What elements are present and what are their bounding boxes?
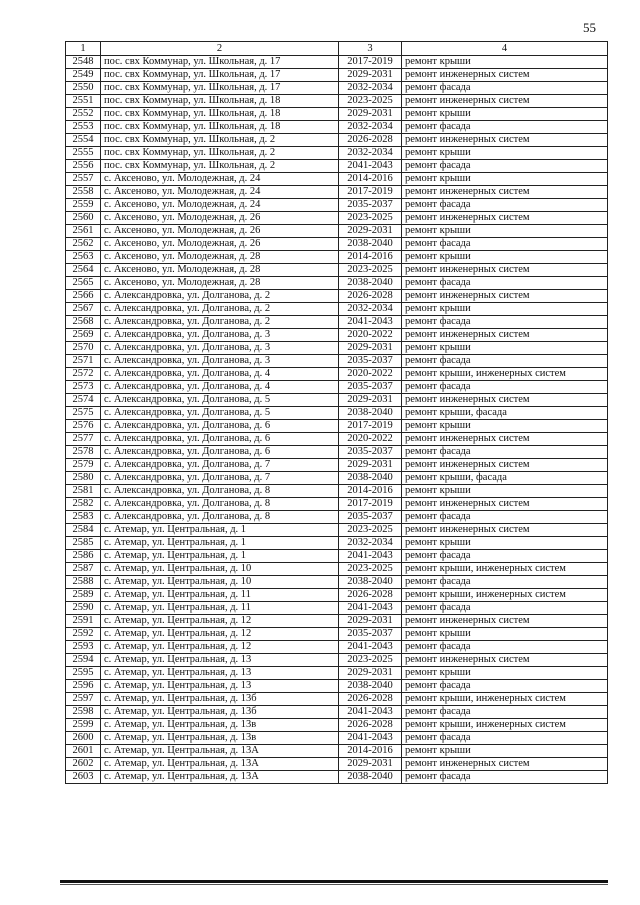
address-cell: пос. свх Коммунар, ул. Школьная, д. 17 xyxy=(101,56,339,69)
address-cell: с. Аксеново, ул. Молодежная, д. 26 xyxy=(101,238,339,251)
period-cell: 2020-2022 xyxy=(339,368,402,381)
table-row xyxy=(66,264,608,277)
address-cell: с. Аксеново, ул. Молодежная, д. 28 xyxy=(101,251,339,264)
table-row xyxy=(66,719,608,732)
work-type-cell: ремонт фасада xyxy=(402,238,608,251)
table-row xyxy=(66,615,608,628)
row-number-cell: 2554 xyxy=(66,134,101,147)
work-type-cell: ремонт крыши xyxy=(402,342,608,355)
row-number-cell: 2577 xyxy=(66,433,101,446)
period-cell: 2038-2040 xyxy=(339,238,402,251)
row-number-cell: 2560 xyxy=(66,212,101,225)
row-number-cell: 2551 xyxy=(66,95,101,108)
period-cell: 2029-2031 xyxy=(339,225,402,238)
address-cell: пос. свх Коммунар, ул. Школьная, д. 18 xyxy=(101,108,339,121)
row-number-cell: 2561 xyxy=(66,225,101,238)
row-number-cell: 2588 xyxy=(66,576,101,589)
row-number-cell: 2586 xyxy=(66,550,101,563)
work-type-cell: ремонт крыши xyxy=(402,745,608,758)
period-cell: 2026-2028 xyxy=(339,134,402,147)
period-cell: 2032-2034 xyxy=(339,82,402,95)
row-number-cell: 2601 xyxy=(66,745,101,758)
table-row xyxy=(66,251,608,264)
row-number-cell: 2585 xyxy=(66,537,101,550)
row-number-cell: 2571 xyxy=(66,355,101,368)
row-number-cell: 2581 xyxy=(66,485,101,498)
address-cell: с. Аксеново, ул. Молодежная, д. 28 xyxy=(101,264,339,277)
table-row xyxy=(66,485,608,498)
period-cell: 2035-2037 xyxy=(339,511,402,524)
address-cell: пос. свх Коммунар, ул. Школьная, д. 18 xyxy=(101,95,339,108)
period-cell: 2038-2040 xyxy=(339,576,402,589)
period-cell: 2023-2025 xyxy=(339,264,402,277)
table-row xyxy=(66,238,608,251)
table-row xyxy=(66,589,608,602)
work-type-cell: ремонт инженерных систем xyxy=(402,69,608,82)
row-number-cell: 2595 xyxy=(66,667,101,680)
period-cell: 2026-2028 xyxy=(339,719,402,732)
period-cell: 2029-2031 xyxy=(339,459,402,472)
page-number: 55 xyxy=(583,20,596,35)
row-number-cell: 2603 xyxy=(66,771,101,784)
address-cell: с. Аксеново, ул. Молодежная, д. 26 xyxy=(101,225,339,238)
address-cell: с. Александровка, ул. Долганова, д. 3 xyxy=(101,355,339,368)
period-cell: 2029-2031 xyxy=(339,615,402,628)
table-row xyxy=(66,160,608,173)
work-type-cell: ремонт фасада xyxy=(402,576,608,589)
table-row xyxy=(66,433,608,446)
table-row xyxy=(66,498,608,511)
address-cell: с. Аксеново, ул. Молодежная, д. 28 xyxy=(101,277,339,290)
period-cell: 2014-2016 xyxy=(339,745,402,758)
address-cell: с. Атемар, ул. Центральная, д. 13А xyxy=(101,745,339,758)
work-type-cell: ремонт инженерных систем xyxy=(402,654,608,667)
work-type-cell: ремонт крыши xyxy=(402,303,608,316)
period-cell: 2038-2040 xyxy=(339,407,402,420)
column-header-address: 2 xyxy=(101,42,339,56)
work-type-cell: ремонт инженерных систем xyxy=(402,186,608,199)
period-cell: 2023-2025 xyxy=(339,524,402,537)
period-cell: 2041-2043 xyxy=(339,706,402,719)
address-cell: с. Александровка, ул. Долганова, д. 7 xyxy=(101,472,339,485)
work-type-cell: ремонт фасада xyxy=(402,680,608,693)
address-cell: пос. свх Коммунар, ул. Школьная, д. 18 xyxy=(101,121,339,134)
row-number-cell: 2573 xyxy=(66,381,101,394)
period-cell: 2014-2016 xyxy=(339,485,402,498)
period-cell: 2038-2040 xyxy=(339,680,402,693)
work-type-cell: ремонт крыши, инженерных систем xyxy=(402,693,608,706)
table-row xyxy=(66,95,608,108)
table-row xyxy=(66,290,608,303)
row-number-cell: 2579 xyxy=(66,459,101,472)
period-cell: 2020-2022 xyxy=(339,329,402,342)
period-cell: 2038-2040 xyxy=(339,472,402,485)
address-cell: с. Аксеново, ул. Молодежная, д. 24 xyxy=(101,186,339,199)
column-header-number: 1 xyxy=(66,42,101,56)
table-row xyxy=(66,758,608,771)
address-cell: с. Атемар, ул. Центральная, д. 1 xyxy=(101,537,339,550)
row-number-cell: 2583 xyxy=(66,511,101,524)
row-number-cell: 2582 xyxy=(66,498,101,511)
row-number-cell: 2600 xyxy=(66,732,101,745)
work-type-cell: ремонт фасада xyxy=(402,316,608,329)
row-number-cell: 2552 xyxy=(66,108,101,121)
work-type-cell: ремонт фасада xyxy=(402,511,608,524)
period-cell: 2029-2031 xyxy=(339,667,402,680)
address-cell: с. Атемар, ул. Центральная, д. 10 xyxy=(101,576,339,589)
address-cell: с. Атемар, ул. Центральная, д. 11 xyxy=(101,589,339,602)
period-cell: 2032-2034 xyxy=(339,303,402,316)
address-cell: с. Атемар, ул. Центральная, д. 10 xyxy=(101,563,339,576)
table-row xyxy=(66,186,608,199)
table-row xyxy=(66,420,608,433)
address-cell: с. Атемар, ул. Центральная, д. 12 xyxy=(101,641,339,654)
row-number-cell: 2576 xyxy=(66,420,101,433)
row-number-cell: 2548 xyxy=(66,56,101,69)
work-type-cell: ремонт крыши, инженерных систем xyxy=(402,563,608,576)
row-number-cell: 2553 xyxy=(66,121,101,134)
period-cell: 2023-2025 xyxy=(339,563,402,576)
table-row xyxy=(66,69,608,82)
work-type-cell: ремонт фасада xyxy=(402,641,608,654)
work-type-cell: ремонт фасада xyxy=(402,602,608,615)
address-cell: с. Александровка, ул. Долганова, д. 2 xyxy=(101,316,339,329)
period-cell: 2020-2022 xyxy=(339,433,402,446)
work-type-cell: ремонт крыши, инженерных систем xyxy=(402,719,608,732)
row-number-cell: 2559 xyxy=(66,199,101,212)
period-cell: 2032-2034 xyxy=(339,147,402,160)
row-number-cell: 2593 xyxy=(66,641,101,654)
footer-rule xyxy=(60,880,608,883)
address-cell: с. Александровка, ул. Долганова, д. 2 xyxy=(101,290,339,303)
period-cell: 2029-2031 xyxy=(339,394,402,407)
table-row xyxy=(66,56,608,69)
table-row xyxy=(66,199,608,212)
work-type-cell: ремонт крыши xyxy=(402,147,608,160)
work-type-cell: ремонт крыши, фасада xyxy=(402,407,608,420)
row-number-cell: 2584 xyxy=(66,524,101,537)
table-row xyxy=(66,537,608,550)
period-cell: 2029-2031 xyxy=(339,108,402,121)
row-number-cell: 2562 xyxy=(66,238,101,251)
table-row xyxy=(66,745,608,758)
address-cell: с. Аксеново, ул. Молодежная, д. 24 xyxy=(101,173,339,186)
address-cell: с. Аксеново, ул. Молодежная, д. 24 xyxy=(101,199,339,212)
row-number-cell: 2590 xyxy=(66,602,101,615)
row-number-cell: 2591 xyxy=(66,615,101,628)
period-cell: 2026-2028 xyxy=(339,589,402,602)
table-row xyxy=(66,316,608,329)
row-number-cell: 2580 xyxy=(66,472,101,485)
work-type-cell: ремонт фасада xyxy=(402,277,608,290)
table-row xyxy=(66,368,608,381)
address-cell: с. Александровка, ул. Долганова, д. 8 xyxy=(101,511,339,524)
table-body xyxy=(66,56,608,784)
period-cell: 2041-2043 xyxy=(339,602,402,615)
address-cell: с. Александровка, ул. Долганова, д. 5 xyxy=(101,407,339,420)
address-cell: с. Атемар, ул. Центральная, д. 13б xyxy=(101,693,339,706)
work-type-cell: ремонт инженерных систем xyxy=(402,134,608,147)
address-cell: с. Александровка, ул. Долганова, д. 3 xyxy=(101,329,339,342)
row-number-cell: 2555 xyxy=(66,147,101,160)
table-row xyxy=(66,446,608,459)
address-cell: с. Атемар, ул. Центральная, д. 1 xyxy=(101,524,339,537)
table-row xyxy=(66,212,608,225)
row-number-cell: 2564 xyxy=(66,264,101,277)
row-number-cell: 2563 xyxy=(66,251,101,264)
column-header-period: 3 xyxy=(339,42,402,56)
table-row xyxy=(66,329,608,342)
work-type-cell: ремонт инженерных систем xyxy=(402,329,608,342)
work-type-cell: ремонт крыши, инженерных систем xyxy=(402,368,608,381)
period-cell: 2029-2031 xyxy=(339,69,402,82)
table-row xyxy=(66,394,608,407)
period-cell: 2023-2025 xyxy=(339,654,402,667)
table-row xyxy=(66,173,608,186)
address-cell: с. Александровка, ул. Долганова, д. 6 xyxy=(101,433,339,446)
address-cell: с. Александровка, ул. Долганова, д. 8 xyxy=(101,485,339,498)
row-number-cell: 2574 xyxy=(66,394,101,407)
work-type-cell: ремонт крыши xyxy=(402,537,608,550)
work-type-cell: ремонт фасада xyxy=(402,199,608,212)
table-row xyxy=(66,459,608,472)
work-type-cell: ремонт крыши, инженерных систем xyxy=(402,589,608,602)
table-row xyxy=(66,82,608,95)
row-number-cell: 2566 xyxy=(66,290,101,303)
table-row xyxy=(66,732,608,745)
work-type-cell: ремонт фасада xyxy=(402,82,608,95)
period-cell: 2014-2016 xyxy=(339,251,402,264)
table-row xyxy=(66,602,608,615)
table-row xyxy=(66,108,608,121)
address-cell: с. Александровка, ул. Долганова, д. 4 xyxy=(101,368,339,381)
work-type-cell: ремонт фасада xyxy=(402,160,608,173)
work-type-cell: ремонт инженерных систем xyxy=(402,394,608,407)
address-cell: пос. свх Коммунар, ул. Школьная, д. 2 xyxy=(101,160,339,173)
table-row xyxy=(66,771,608,784)
row-number-cell: 2578 xyxy=(66,446,101,459)
row-number-cell: 2565 xyxy=(66,277,101,290)
work-type-cell: ремонт крыши, фасада xyxy=(402,472,608,485)
address-cell: с. Александровка, ул. Долганова, д. 4 xyxy=(101,381,339,394)
table-header-row xyxy=(66,42,608,56)
address-cell: с. Александровка, ул. Долганова, д. 6 xyxy=(101,446,339,459)
address-cell: с. Атемар, ул. Центральная, д. 12 xyxy=(101,615,339,628)
period-cell: 2014-2016 xyxy=(339,173,402,186)
address-cell: с. Атемар, ул. Центральная, д. 13 xyxy=(101,654,339,667)
table-row xyxy=(66,654,608,667)
table-row xyxy=(66,134,608,147)
period-cell: 2035-2037 xyxy=(339,628,402,641)
work-type-cell: ремонт инженерных систем xyxy=(402,459,608,472)
row-number-cell: 2550 xyxy=(66,82,101,95)
table-row xyxy=(66,381,608,394)
work-type-cell: ремонт крыши xyxy=(402,225,608,238)
row-number-cell: 2594 xyxy=(66,654,101,667)
work-type-cell: ремонт инженерных систем xyxy=(402,212,608,225)
address-cell: с. Атемар, ул. Центральная, д. 13б xyxy=(101,706,339,719)
period-cell: 2032-2034 xyxy=(339,121,402,134)
work-type-cell: ремонт фасада xyxy=(402,381,608,394)
row-number-cell: 2589 xyxy=(66,589,101,602)
row-number-cell: 2557 xyxy=(66,173,101,186)
row-number-cell: 2598 xyxy=(66,706,101,719)
period-cell: 2026-2028 xyxy=(339,290,402,303)
row-number-cell: 2567 xyxy=(66,303,101,316)
work-type-cell: ремонт инженерных систем xyxy=(402,433,608,446)
work-type-cell: ремонт крыши xyxy=(402,420,608,433)
period-cell: 2035-2037 xyxy=(339,446,402,459)
row-number-cell: 2587 xyxy=(66,563,101,576)
work-type-cell: ремонт крыши xyxy=(402,485,608,498)
period-cell: 2029-2031 xyxy=(339,342,402,355)
row-number-cell: 2569 xyxy=(66,329,101,342)
table-row xyxy=(66,628,608,641)
footer-rule-thin xyxy=(60,884,608,885)
period-cell: 2038-2040 xyxy=(339,277,402,290)
period-cell: 2017-2019 xyxy=(339,420,402,433)
table-row xyxy=(66,550,608,563)
table-row xyxy=(66,641,608,654)
period-cell: 2041-2043 xyxy=(339,732,402,745)
work-type-cell: ремонт крыши xyxy=(402,173,608,186)
table-row xyxy=(66,355,608,368)
table-row xyxy=(66,680,608,693)
work-type-cell: ремонт фасада xyxy=(402,446,608,459)
work-type-cell: ремонт инженерных систем xyxy=(402,524,608,537)
work-type-cell: ремонт фасада xyxy=(402,355,608,368)
row-number-cell: 2549 xyxy=(66,69,101,82)
address-cell: с. Александровка, ул. Долганова, д. 3 xyxy=(101,342,339,355)
address-cell: с. Атемар, ул. Центральная, д. 11 xyxy=(101,602,339,615)
row-number-cell: 2592 xyxy=(66,628,101,641)
address-cell: с. Александровка, ул. Долганова, д. 6 xyxy=(101,420,339,433)
row-number-cell: 2558 xyxy=(66,186,101,199)
table-row xyxy=(66,693,608,706)
address-cell: с. Александровка, ул. Долганова, д. 8 xyxy=(101,498,339,511)
table-row xyxy=(66,576,608,589)
work-type-cell: ремонт фасада xyxy=(402,121,608,134)
period-cell: 2041-2043 xyxy=(339,316,402,329)
address-cell: пос. свх Коммунар, ул. Школьная, д. 17 xyxy=(101,82,339,95)
row-number-cell: 2597 xyxy=(66,693,101,706)
work-type-cell: ремонт крыши xyxy=(402,667,608,680)
row-number-cell: 2596 xyxy=(66,680,101,693)
address-cell: с. Атемар, ул. Центральная, д. 1 xyxy=(101,550,339,563)
work-type-cell: ремонт фасада xyxy=(402,771,608,784)
table-row xyxy=(66,472,608,485)
column-header-work-type: 4 xyxy=(402,42,608,56)
row-number-cell: 2570 xyxy=(66,342,101,355)
period-cell: 2035-2037 xyxy=(339,381,402,394)
table-row xyxy=(66,225,608,238)
period-cell: 2017-2019 xyxy=(339,56,402,69)
repair-schedule-table xyxy=(65,41,608,784)
table-row xyxy=(66,303,608,316)
period-cell: 2035-2037 xyxy=(339,199,402,212)
row-number-cell: 2568 xyxy=(66,316,101,329)
period-cell: 2035-2037 xyxy=(339,355,402,368)
row-number-cell: 2572 xyxy=(66,368,101,381)
period-cell: 2026-2028 xyxy=(339,693,402,706)
work-type-cell: ремонт инженерных систем xyxy=(402,95,608,108)
work-type-cell: ремонт фасада xyxy=(402,550,608,563)
table-row xyxy=(66,407,608,420)
work-type-cell: ремонт фасада xyxy=(402,732,608,745)
address-cell: с. Атемар, ул. Центральная, д. 13 xyxy=(101,667,339,680)
period-cell: 2023-2025 xyxy=(339,212,402,225)
table-row xyxy=(66,524,608,537)
table-row xyxy=(66,277,608,290)
row-number-cell: 2575 xyxy=(66,407,101,420)
work-type-cell: ремонт инженерных систем xyxy=(402,264,608,277)
period-cell: 2017-2019 xyxy=(339,498,402,511)
address-cell: с. Атемар, ул. Центральная, д. 13в xyxy=(101,732,339,745)
period-cell: 2038-2040 xyxy=(339,771,402,784)
period-cell: 2029-2031 xyxy=(339,758,402,771)
work-type-cell: ремонт инженерных систем xyxy=(402,758,608,771)
address-cell: пос. свх Коммунар, ул. Школьная, д. 2 xyxy=(101,147,339,160)
work-type-cell: ремонт крыши xyxy=(402,628,608,641)
table-row xyxy=(66,342,608,355)
period-cell: 2041-2043 xyxy=(339,160,402,173)
period-cell: 2017-2019 xyxy=(339,186,402,199)
table-row xyxy=(66,511,608,524)
table-row xyxy=(66,667,608,680)
address-cell: с. Атемар, ул. Центральная, д. 13А xyxy=(101,771,339,784)
address-cell: с. Атемар, ул. Центральная, д. 13 xyxy=(101,680,339,693)
table-row xyxy=(66,563,608,576)
work-type-cell: ремонт фасада xyxy=(402,706,608,719)
row-number-cell: 2602 xyxy=(66,758,101,771)
period-cell: 2041-2043 xyxy=(339,550,402,563)
table-row xyxy=(66,706,608,719)
table-row xyxy=(66,121,608,134)
address-cell: с. Александровка, ул. Долганова, д. 5 xyxy=(101,394,339,407)
work-type-cell: ремонт инженерных систем xyxy=(402,615,608,628)
period-cell: 2023-2025 xyxy=(339,95,402,108)
address-cell: с. Аксеново, ул. Молодежная, д. 26 xyxy=(101,212,339,225)
work-type-cell: ремонт крыши xyxy=(402,56,608,69)
table-row xyxy=(66,147,608,160)
work-type-cell: ремонт инженерных систем xyxy=(402,290,608,303)
address-cell: с. Атемар, ул. Центральная, д. 13А xyxy=(101,758,339,771)
work-type-cell: ремонт инженерных систем xyxy=(402,498,608,511)
period-cell: 2032-2034 xyxy=(339,537,402,550)
address-cell: с. Александровка, ул. Долганова, д. 7 xyxy=(101,459,339,472)
work-type-cell: ремонт крыши xyxy=(402,251,608,264)
row-number-cell: 2556 xyxy=(66,160,101,173)
address-cell: с. Атемар, ул. Центральная, д. 12 xyxy=(101,628,339,641)
address-cell: пос. свх Коммунар, ул. Школьная, д. 17 xyxy=(101,69,339,82)
period-cell: 2041-2043 xyxy=(339,641,402,654)
work-type-cell: ремонт крыши xyxy=(402,108,608,121)
address-cell: с. Александровка, ул. Долганова, д. 2 xyxy=(101,303,339,316)
address-cell: пос. свх Коммунар, ул. Школьная, д. 2 xyxy=(101,134,339,147)
address-cell: с. Атемар, ул. Центральная, д. 13в xyxy=(101,719,339,732)
row-number-cell: 2599 xyxy=(66,719,101,732)
